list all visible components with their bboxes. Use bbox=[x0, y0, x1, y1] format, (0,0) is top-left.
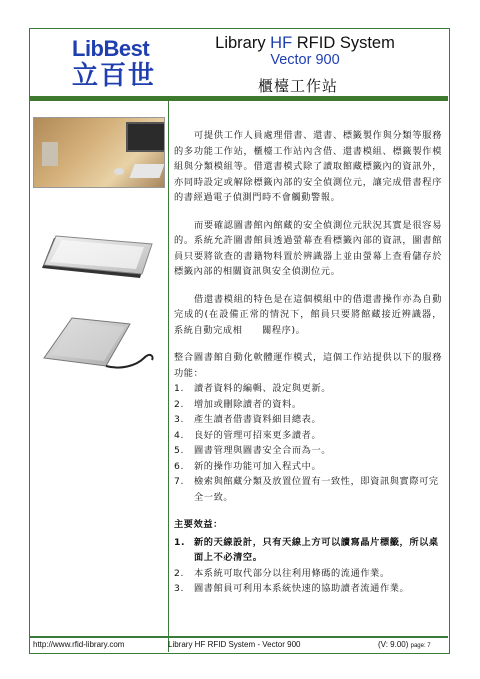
list-text: 讀者資料的編輯、設定與更新。 bbox=[194, 383, 332, 394]
list-number: 4. bbox=[174, 429, 184, 441]
photo-monitor bbox=[126, 122, 165, 152]
list-text: 圖書管理與圖書安全合而為一。 bbox=[194, 445, 332, 456]
list-number: 1. bbox=[174, 536, 186, 548]
list-item bbox=[174, 581, 442, 597]
paragraph-security: 而要確認圖書館內館藏的安全偵測位元狀況其實是很容易的。系統允許圖書館員透過螢幕查看標籤內部的資訊，圖書館員只要將欲查的書籍物料置於辨識器上並由螢幕上查看儲存於標籤內部的相關資訊與安全偵測位元。 bbox=[174, 219, 442, 277]
list-number: 7. bbox=[174, 476, 184, 487]
benefits-list bbox=[174, 535, 442, 597]
page-heading: 櫃檯工作站 bbox=[258, 77, 339, 95]
list-item bbox=[174, 443, 442, 459]
column-divider bbox=[168, 101, 169, 652]
list-text: 檢索與館藏分類及放置位置有一致性，即資訊與實際可完全一致。 bbox=[194, 476, 439, 503]
footer-divider bbox=[30, 636, 448, 638]
list-item bbox=[174, 535, 442, 566]
footer-url[interactable]: http://www.rfid-library.com bbox=[33, 640, 125, 649]
list-item bbox=[174, 474, 442, 505]
footer-page-number: page: 7 bbox=[410, 643, 431, 649]
benefits-title: 主要效益： bbox=[174, 519, 223, 530]
logo-chinese: 立百世 bbox=[72, 61, 157, 91]
libbest-logo bbox=[72, 38, 156, 91]
footer-title: Library HF RFID System - Vector 900 bbox=[168, 640, 301, 649]
system-subtitle: Vector 900 bbox=[270, 52, 340, 68]
footer-version: (V: 9.00) bbox=[378, 640, 409, 649]
system-title bbox=[200, 34, 410, 52]
rfid-antenna-plate-image bbox=[40, 314, 158, 372]
list-item bbox=[174, 381, 442, 397]
list-number: 5. bbox=[174, 445, 184, 456]
list-item bbox=[174, 412, 442, 428]
paragraph-intro: 可提供工作人員處理借書、還書、標籤製作與分類等服務的多功能工作站，櫃檯工作站內含借、還書模組、標籤製作模組與分類模組等。借還書模式除了讀取館藏標籤內的資訊外，亦同時設定或解除標籤內部的安全偵測位元，讓完成借書程序的書經過電子偵測門時不會觸動警報。 bbox=[174, 130, 442, 203]
list-text: 圖書館員可利用本系統快速的協助讀者流通作業。 bbox=[194, 583, 410, 594]
list-number: 3. bbox=[174, 583, 184, 594]
title-post: RFID System bbox=[292, 34, 395, 52]
list-number: 3. bbox=[174, 414, 184, 425]
list-text: 新的天線設計，只有天線上方可以讀寫晶片標籤，所以桌面上不必清空。 bbox=[194, 536, 439, 563]
main-content bbox=[174, 128, 442, 597]
features-list bbox=[174, 381, 442, 505]
header-titles bbox=[200, 34, 410, 69]
rfid-reader-pad-image bbox=[40, 228, 158, 286]
list-item bbox=[174, 428, 442, 444]
photo-keyboard bbox=[129, 164, 164, 178]
list-text: 良好的管理可招來更多讀者。 bbox=[194, 429, 322, 441]
logo-latin: LibBest bbox=[72, 36, 150, 61]
list-item bbox=[174, 459, 442, 475]
photo-paper-stack bbox=[42, 142, 58, 166]
list-text: 增加或刪除讀者的資料。 bbox=[194, 398, 302, 410]
list-text: 本系統可取代部分以往利用條碼的流通作業。 bbox=[194, 567, 390, 579]
list-number: 6. bbox=[174, 460, 184, 472]
footer-page-info bbox=[378, 640, 431, 649]
photo-mouse bbox=[114, 168, 124, 175]
list-text: 新的操作功能可加入程式中。 bbox=[194, 460, 322, 472]
list-text: 產生讀者借書資料細目總表。 bbox=[194, 414, 322, 425]
list-item bbox=[174, 566, 442, 582]
list-number: 1. bbox=[174, 383, 184, 394]
counter-workstation-photo bbox=[33, 117, 165, 188]
paragraph-checkout: 借還書模組的特色是在這個模組中的借還書操作亦為自動完成的(在設備正常的情況下，館員只要將館藏接近辨識器，系統自動完成相 關程序)。 bbox=[174, 293, 442, 336]
list-number: 2. bbox=[174, 398, 184, 410]
list-item bbox=[174, 397, 442, 413]
list-number: 2. bbox=[174, 567, 184, 579]
header-divider-bar bbox=[30, 96, 448, 101]
title-highlight: HF bbox=[270, 34, 293, 52]
title-pre: Library bbox=[215, 34, 271, 52]
features-intro: 整合圖書館自動化軟體運作模式，這個工作站提供以下的服務功能： bbox=[174, 352, 442, 379]
